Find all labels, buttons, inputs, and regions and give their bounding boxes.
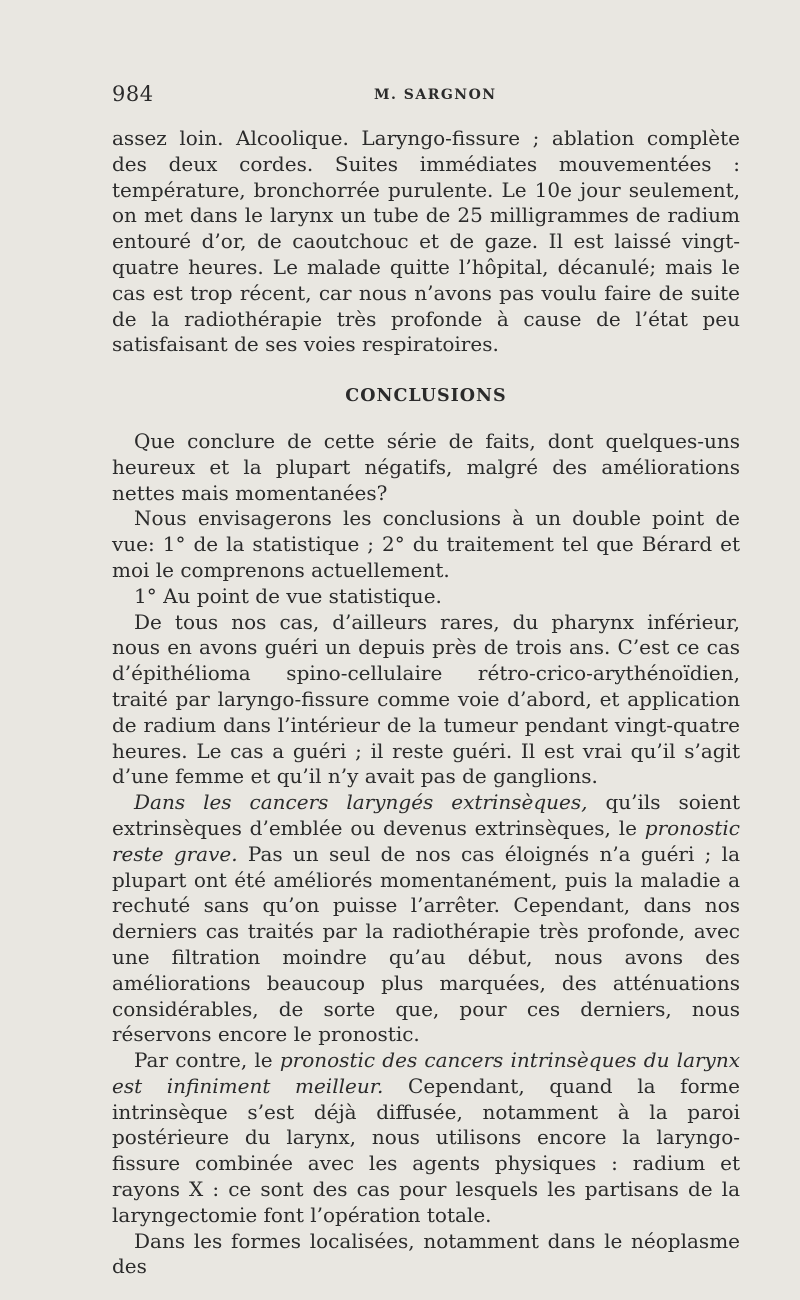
italic-phrase: Dans les cancers laryngés extrinsèques, [134,790,588,815]
text-run: qu’ils soient extrinsèques d’emblée ou devenus extrinsèques, le [112,790,740,840]
paragraph-intrinsic [112,1048,740,1229]
page-body [112,126,740,1280]
paragraph-question: Que conclure de cette série de faits, dont quelques-uns heureux et la plupart négatifs, malgré des améliorations nettes mais momentanées? [112,428,740,505]
subheading-statistics: 1° Au point de vue statistique. [134,583,442,608]
italic-phrase: pronostic des cancers intrinsèques du larynx est infiniment meilleur. [112,1048,741,1098]
paragraph-pharynx: De tous nos cas, d’ailleurs rares, du pharynx inférieur, nous en avons guéri un depuis près de trois ans. C’est ce cas d’épithélioma spino-cellulaire rétro-crico-arythénoïdien, traité par laryngo-fissure comme voie d’abord, et application de radium dans l’intérieur de la tumeur pendant vingt-quatre heures. Le cas a guéri ; il reste guéri. Il est vrai qu’il s’agit d’une femme et qu’il n’y avait pas de ganglions. [112,609,740,789]
text-run: Pas un seul de nos cas éloignés n’a guéri ; la plupart ont été améliorés momentanément, puis la maladie a rechuté sans qu’on puisse l’arrêter. Cependant, dans nos derniers cas traités par la radiothérapie très profonde, avec une filtration moindre qu’au début, nous avons des améliorations beaucoup plus marquées, des atténuations considérables, de sorte que, pour ces derniers, nous réservons encore le pronostic. [112,841,741,1047]
section-heading: CONCLUSIONS [345,386,507,407]
paragraph-extrinsic [112,790,740,1048]
paragraph-localized: Dans les formes localisées, notamment dans le néoplasme des [112,1228,740,1279]
running-title: M. SARGNON [374,87,497,103]
page-number: 984 [112,82,154,106]
page-header [112,82,742,112]
paragraph-plan: Nous envisagerons les conclusions à un double point de vue: 1° de la statistique ; 2° du traitement tel que Bérard et moi le comprenons actuellement. [112,506,740,582]
text-run: Par contre, le [134,1048,280,1073]
text-run: Cependant, quand la forme intrinsèque s’est déjà diffusée, notamment à la paroi postérieure du larynx, nous utilisons encore la laryngo-fissure combinée avec les agents physiques : radium et rayons X : ce sont des cas pour lesquels les partisans de la laryngectomie font l’opération totale. [112,1073,740,1227]
paragraph-case-end: assez loin. Alcoolique. Laryngo-fissure ; ablation complète des deux cordes. Suites immédiates mouvementées : température, bronchorrée purulente. Le 10e jour seulement, on met dans le larynx un tube de 25 milligrammes de radium entouré d’or, de caoutchouc et de gaze. Il est laissé vingt-quatre heures. Le malade quitte l’hôpital, décanulé; mais le cas est trop récent, car nous n’avons pas voulu faire de suite de la radiothérapie très profonde à cause de l’état peu satisfaisant de ses voies respiratoires. [112,126,740,357]
italic-phrase: pronostic reste grave. [112,815,740,866]
